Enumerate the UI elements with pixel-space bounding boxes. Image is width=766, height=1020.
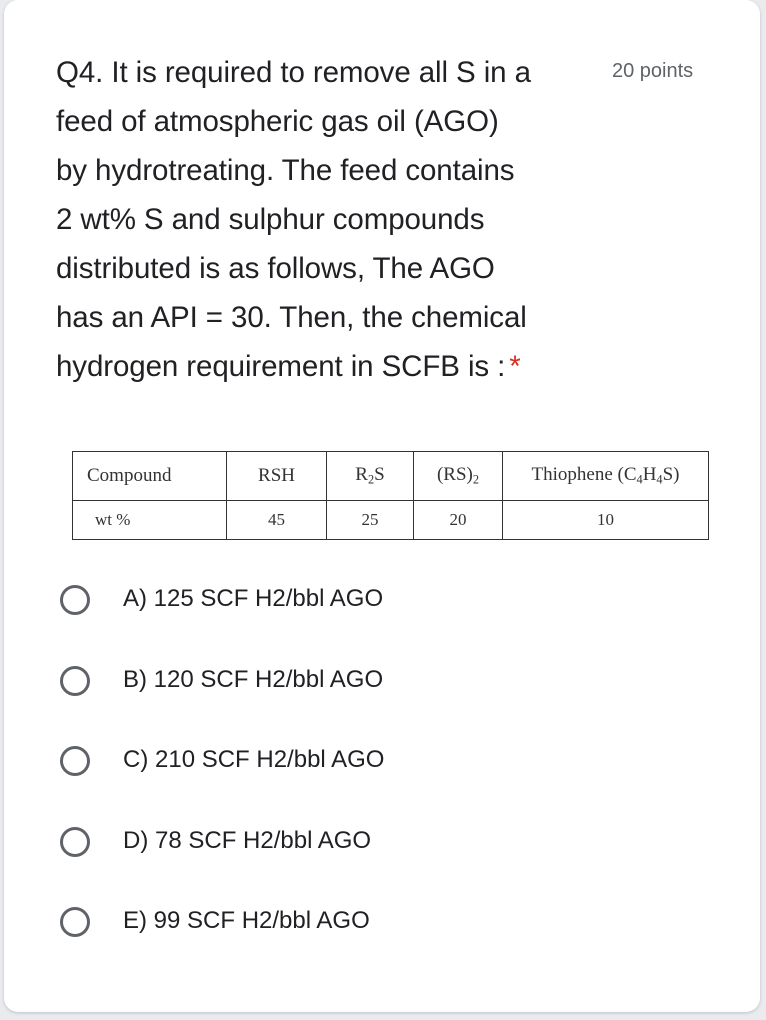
option-label[interactable]: C) 210 SCF H2/bbl AGO bbox=[123, 746, 385, 773]
question-line-last bbox=[56, 342, 596, 391]
question-line: distributed is as follows, The AGO bbox=[56, 252, 495, 285]
option-e[interactable] bbox=[60, 900, 384, 981]
option-label[interactable]: B) 120 SCF H2/bbl AGO bbox=[123, 665, 384, 693]
question-text bbox=[56, 48, 596, 391]
table-cell: 20 bbox=[414, 501, 503, 540]
table-cell: 10 bbox=[503, 501, 709, 540]
option-c[interactable] bbox=[60, 739, 384, 820]
question-line: by hydrotreating. The feed contains bbox=[56, 154, 515, 187]
compound-rs2: $(RS)_2$ bbox=[414, 452, 503, 501]
compound-table bbox=[72, 451, 709, 540]
table-row-label: Compound bbox=[73, 452, 227, 501]
points-label: 20 points bbox=[612, 60, 694, 82]
option-a[interactable] bbox=[60, 578, 384, 659]
table-header-row bbox=[73, 452, 709, 501]
compound-rsh: RSH bbox=[227, 452, 327, 501]
compound-r2s: $R_2S$ bbox=[327, 452, 414, 501]
compound-thiophene: Thiophene $(C_4H_4S)$ bbox=[503, 452, 709, 501]
question-line-text: hydrogen requirement in SCFB is : bbox=[56, 350, 506, 383]
question-line: has an API = 30. Then, the chemical bbox=[56, 301, 527, 334]
table-cell: 45 bbox=[227, 501, 327, 540]
radio-button-icon[interactable] bbox=[60, 907, 90, 937]
question-card bbox=[4, 0, 760, 1012]
question-line: feed of atmospheric gas oil (AGO) bbox=[56, 105, 499, 138]
question-line: 2 wt% S and sulphur compounds bbox=[56, 203, 485, 236]
radio-button-icon[interactable] bbox=[60, 827, 90, 857]
table-values-row bbox=[73, 501, 709, 540]
radio-button-icon[interactable] bbox=[60, 746, 90, 776]
sulfur-compound-table bbox=[72, 451, 708, 540]
radio-button-icon[interactable] bbox=[60, 666, 90, 696]
required-asterisk: * bbox=[509, 350, 521, 383]
option-b[interactable] bbox=[60, 659, 384, 740]
option-label[interactable]: A) 125 SCF H2/bbl AGO bbox=[123, 585, 384, 612]
option-d[interactable] bbox=[60, 820, 384, 901]
radio-button-icon[interactable] bbox=[60, 585, 90, 615]
option-label[interactable]: D) 78 SCF H2/bbl AGO bbox=[123, 826, 372, 854]
question-line: Q4. It is required to remove all S in a bbox=[56, 56, 531, 89]
answer-options bbox=[60, 578, 384, 981]
table-row-label: wt % bbox=[73, 501, 227, 540]
option-label[interactable]: E) 99 SCF H2/bbl AGO bbox=[123, 907, 370, 934]
table-cell: 25 bbox=[327, 501, 414, 540]
